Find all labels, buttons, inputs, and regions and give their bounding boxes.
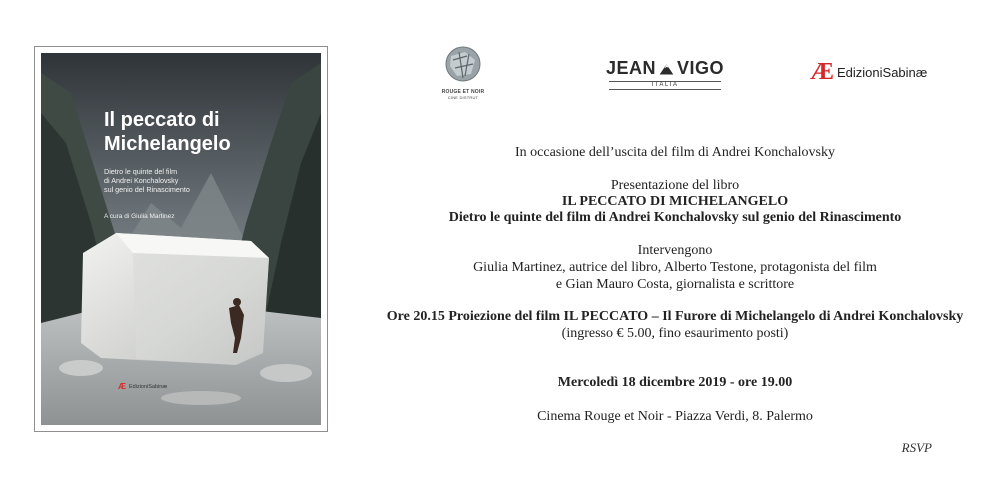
- speakers-line2: e Gian Mauro Costa, giornalista e scrittore: [555, 277, 795, 292]
- rouge-logo-line2: CINE DISTRUT: [447, 95, 479, 100]
- cover-title: [104, 108, 231, 156]
- sabinae-ae-icon: Æ: [810, 59, 834, 85]
- book-cover: [34, 46, 328, 432]
- cover-title-line2: Michelangelo: [104, 133, 231, 155]
- vigo-logo-right: VIGO: [676, 58, 724, 78]
- book-title: IL PECCATO DI MICHELANGELO: [561, 194, 789, 209]
- vigo-logo-left: JEAN: [606, 58, 657, 78]
- cover-publisher-name: EdizioniSabinæ: [129, 383, 168, 390]
- rouge-logo-line1: ROUGE ET NOIR: [441, 89, 485, 95]
- mountain-peak-icon: [659, 60, 674, 78]
- cover-subtitle-line1: Dietro le quinte del film: [104, 167, 178, 176]
- rouge-et-noir-emblem-icon: [445, 46, 481, 82]
- sabinae-logo-name: EdizioniSabinæ: [837, 64, 928, 80]
- cover-editor: A cura di Giulia Martinez: [104, 213, 175, 220]
- venue-line: Cinema Rouge et Noir - Piazza Verdi, 8. Palermo: [537, 409, 813, 424]
- speakers-line1: Giulia Martinez, autrice del libro, Alberto Testone, protagonista del film: [473, 260, 877, 275]
- book-subtitle: Dietro le quinte del film di Andrei Konchalovsky sul genio del Rinascimento: [448, 210, 902, 225]
- jean-vigo-logo: [606, 58, 724, 90]
- admission-line: (ingresso € 5.00, fino esaurimento posti): [561, 326, 789, 341]
- cover-title-line1: Il peccato di: [104, 109, 220, 131]
- rouge-et-noir-logo: [440, 46, 486, 101]
- speakers-heading: Intervengono: [637, 243, 713, 258]
- vigo-logo-sub: ITALIA: [609, 81, 721, 90]
- cover-subtitle-line2: di Andrei Konchalovsky: [104, 176, 179, 185]
- screening-line: Ore 20.15 Proiezione del film IL PECCATO – Il Furore di Michelangelo di Andrei Konchalovsky: [386, 309, 964, 324]
- edizioni-sabinae-logo: [810, 60, 927, 84]
- occasion-line: In occasione dell’uscita del film di Andrei Konchalovsky: [515, 145, 835, 160]
- event-date: Mercoledì 18 dicembre 2019 - ore 19.00: [557, 375, 793, 390]
- rsvp-label: RSVP: [901, 440, 932, 455]
- cover-publisher-logo: [118, 382, 167, 391]
- cover-publisher-mark: Æ: [118, 382, 126, 391]
- cover-subtitle: [104, 167, 224, 194]
- presentation-line: Presentazione del libro: [610, 178, 740, 193]
- cover-subtitle-line3: sul genio del Rinascimento: [104, 185, 190, 194]
- book-cover-image: [41, 53, 321, 425]
